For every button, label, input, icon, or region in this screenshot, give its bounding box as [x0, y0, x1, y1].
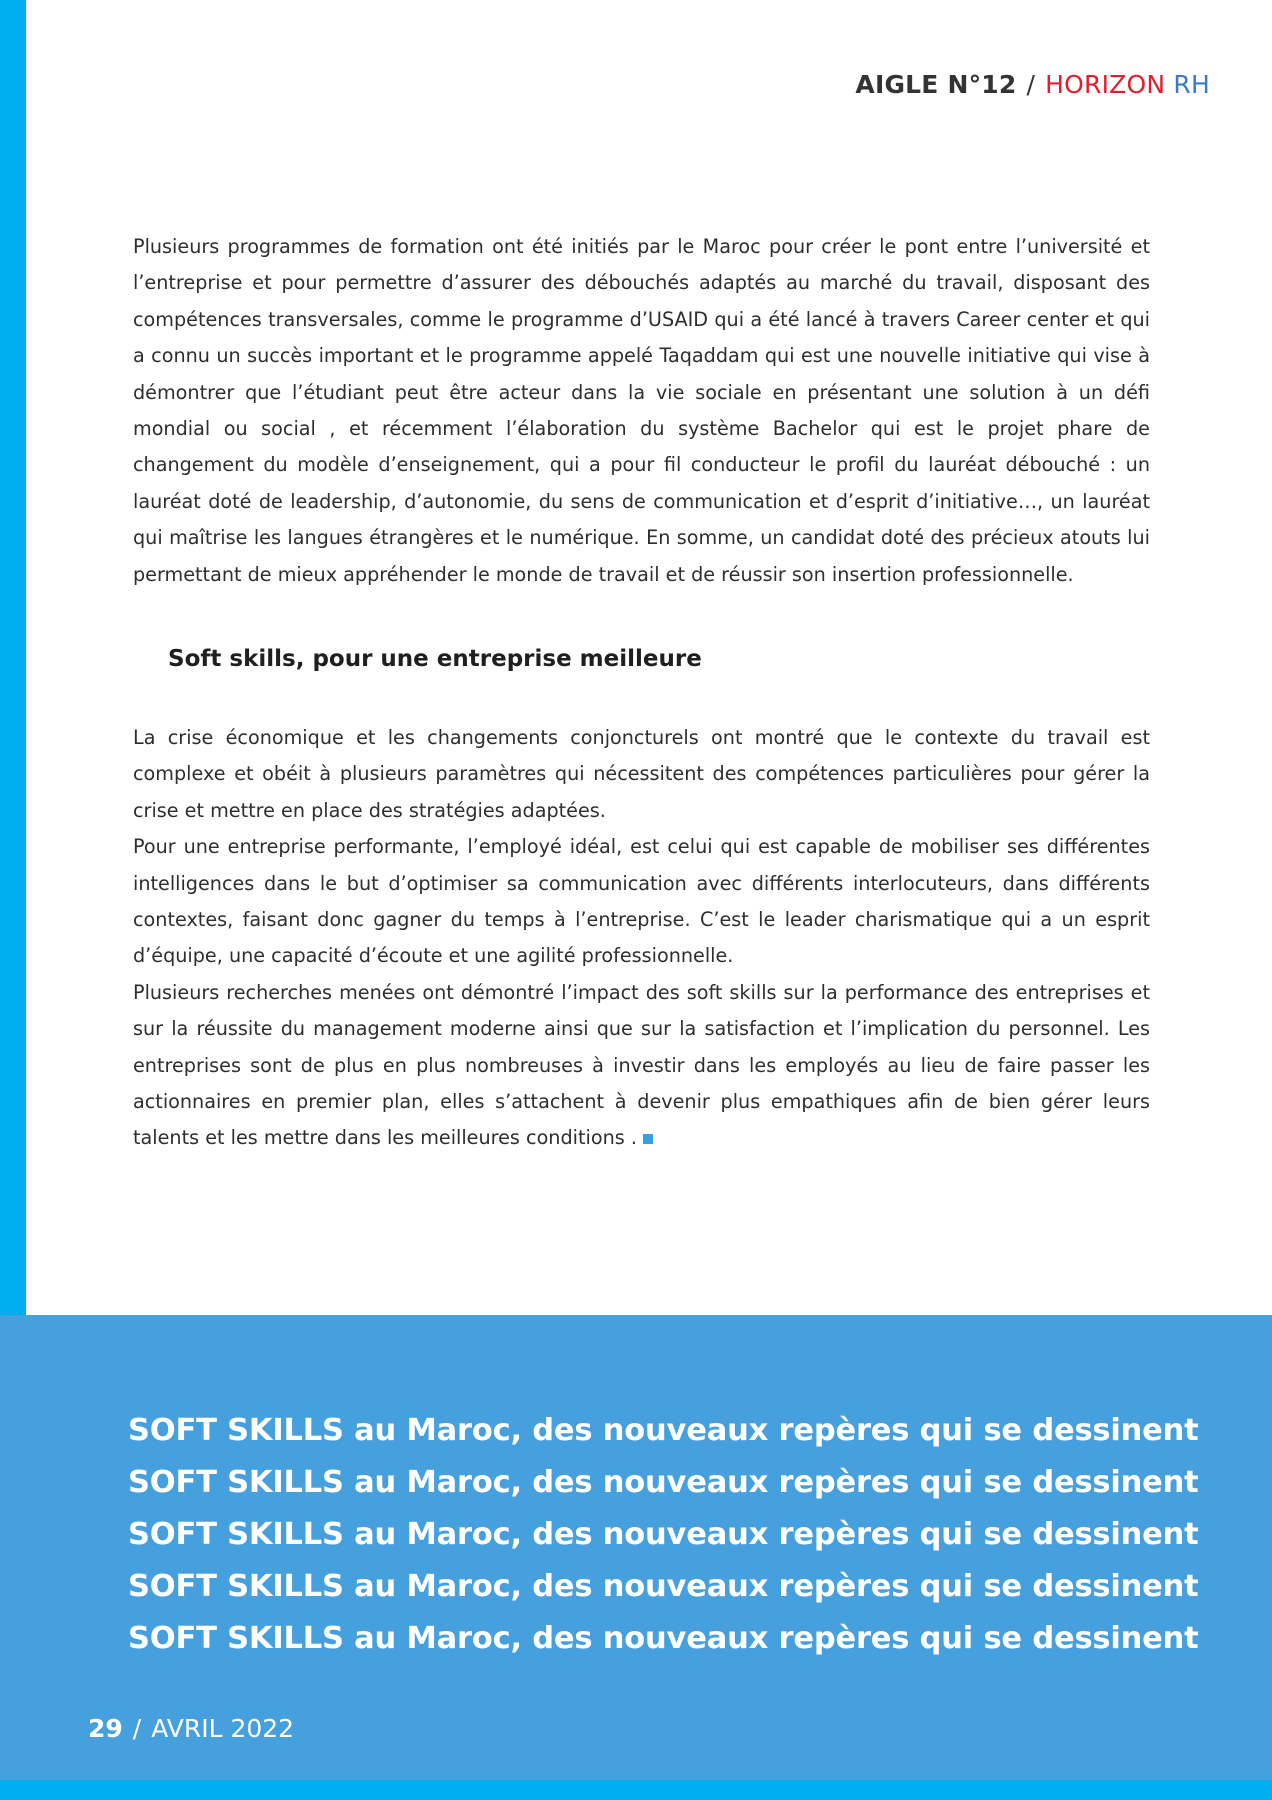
paragraph-crisis: La crise économique et les changements conjoncturels ont montré que le contexte du travail est complexe et obéit à plusieurs paramètres qui nécessitent des compétences particulières pour gérer la crise et mettre en place des stratégies adaptées. — [133, 726, 1150, 822]
left-accent-bar — [0, 0, 26, 1315]
body-section — [133, 720, 1150, 1157]
rubric-rh: RH — [1173, 70, 1210, 99]
banner-title-line: SOFT SKILLS au Maroc, des nouveaux repères qui se dessinent — [128, 1569, 1199, 1604]
intro-section — [133, 229, 1150, 593]
end-of-article-mark — [643, 1134, 653, 1144]
header-separator: / — [1026, 70, 1036, 99]
section-heading: Soft skills, pour une entreprise meilleure — [168, 646, 702, 672]
paragraph-research-text: Plusieurs recherches menées ont démontré l’impact des soft skills sur la performance des entreprises et sur la réussite du management moderne ainsi que sur la satisfaction et l’implication du personnel. Les entreprises sont de plus en plus nombreuses à investir dans les employés au lieu de faire passer les actionnaires en premier plan, elles s’attachent à devenir plus empathiques afin de bien gérer leurs talents et les mettre dans les meilleures conditions . — [133, 980, 1150, 1150]
issue-date: AVRIL 2022 — [151, 1714, 295, 1743]
page-number: 29 — [88, 1714, 123, 1743]
banner-title-line: SOFT SKILLS au Maroc, des nouveaux repères qui se dessinent — [128, 1465, 1199, 1500]
footer-separator: / — [132, 1714, 142, 1743]
banner-title-line: SOFT SKILLS au Maroc, des nouveaux repères qui se dessinent — [128, 1621, 1199, 1656]
rubric-horizon: HORIZON — [1045, 70, 1166, 99]
paragraph-training-programs: Plusieurs programmes de formation ont été initiés par le Maroc pour créer le pont entre l’université et l’entreprise et pour permettre d’assurer des débouchés adaptés au marché du travail, disposant des compétences transversales, comme le programme d’USAID qui a été lancé à travers Career center et qui a connu un succès important et le programme appelé Taqaddam qui est une nouvelle initiative qui vise à démontrer que l’étudiant peut être acteur dans la vie sociale en présentant une solution à un défi mondial ou social , et récemment l’élaboration du système Bachelor qui est le projet phare de changement du modèle d’enseignement, qui a pour fil conducteur le profil du lauréat débouché : un lauréat doté de leadership, d’autonomie, du sens de communication et d’esprit d’initiative…, un lauréat qui maîtrise les langues étrangères et le numérique. En somme, un candidat doté des précieux atouts lui permettant de mieux appréhender le monde de travail et de réussir son insertion professionnelle. — [133, 235, 1150, 586]
banner-title-lines — [128, 1405, 1199, 1665]
banner-title-line: SOFT SKILLS au Maroc, des nouveaux repères qui se dessinent — [128, 1517, 1199, 1552]
banner-title-line: SOFT SKILLS au Maroc, des nouveaux repères qui se dessinent — [128, 1413, 1199, 1448]
page-footer — [88, 1714, 294, 1743]
paragraph-ideal-employee: Pour une entreprise performante, l’employé idéal, est celui qui est capable de mobiliser ses différentes intelligences dans le but d’optimiser sa communication avec différents interlocuteurs, dans différents contextes, faisant donc gagner du temps à l’entreprise. C’est le leader charismatique qui a un esprit d’équipe, une capacité d’écoute et une agilité professionnelle. — [133, 835, 1150, 968]
magazine-issue: AIGLE N°12 — [855, 70, 1017, 99]
paragraph-research — [133, 975, 1150, 1157]
page-header — [855, 70, 1210, 99]
bottom-accent-strip — [0, 1780, 1272, 1800]
